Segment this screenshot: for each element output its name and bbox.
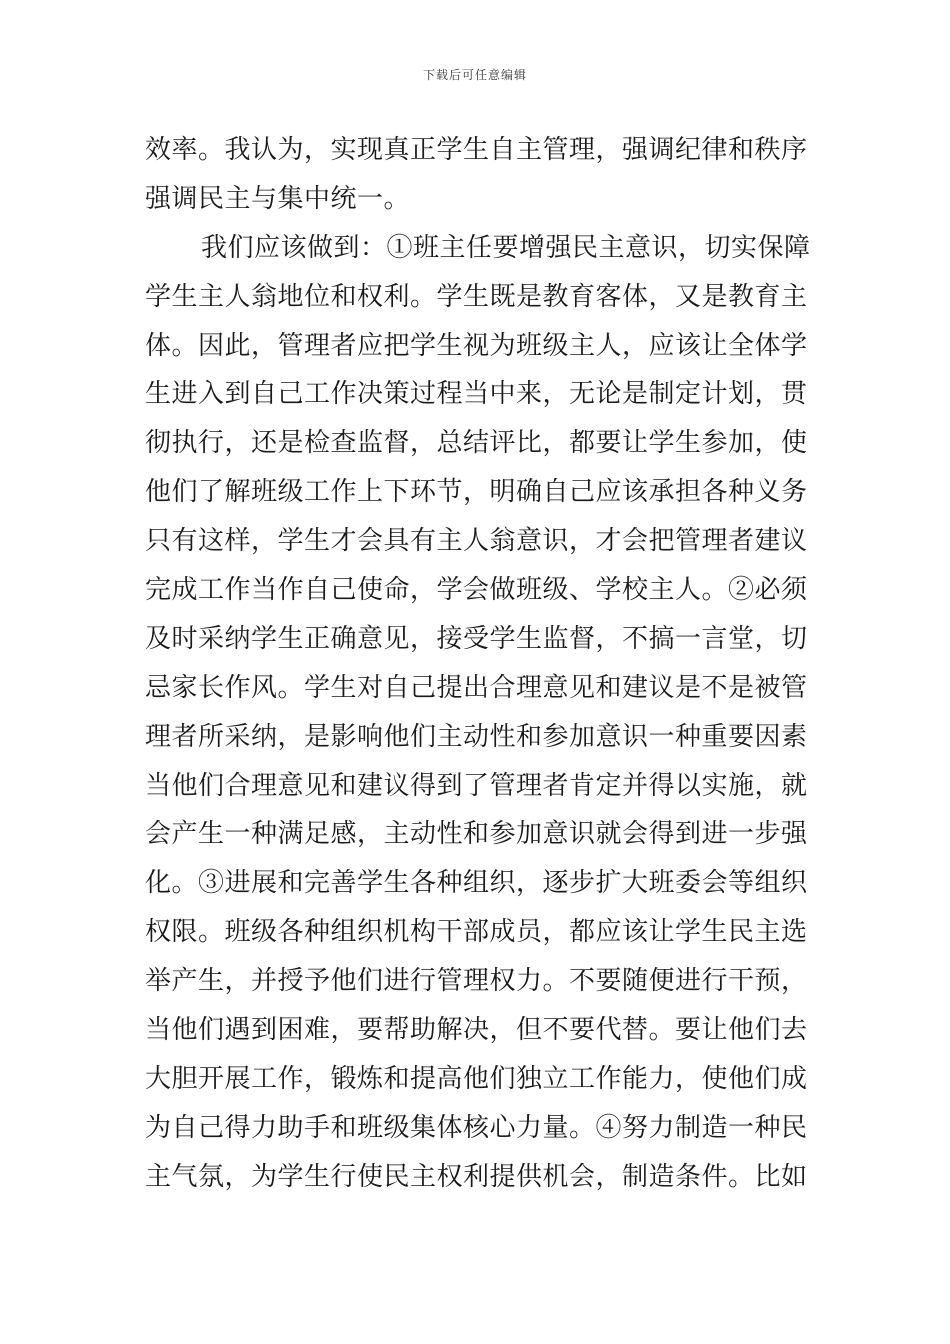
text-line: 主气氛，为学生行使民主权利提供机会，制造条件。比如 [145, 1161, 808, 1192]
text-line: 化。③进展和完善学生各种组织，逐步扩大班委会等组织 [145, 868, 808, 899]
text-line: 忌家长作风。学生对自己提出合理意见和建议是不是被管 [145, 672, 808, 703]
text-line: 完成工作当作自己使命，学会做班级、学校主人。②必须 [145, 575, 808, 606]
text-line: 为自己得力助手和班级集体核心力量。④努力制造一种民 [145, 1112, 808, 1143]
text-line: 他们了解班级工作上下环节，明确自己应该承担各种义务 [145, 477, 808, 508]
text-line: 当他们合理意见和建议得到了管理者肯定并得以实施，就 [145, 770, 808, 801]
text-line: 生进入到自己工作决策过程当中来，无论是制定计划，贯 [145, 379, 808, 410]
text-line: 效率。我认为，实现真正学生自主管理，强调纪律和秩序 [145, 135, 808, 165]
text-line: 会产生一种满足感，主动性和参加意识就会得到进一步强 [145, 819, 808, 850]
text-line: 学生主人翁地位和权利。学生既是教育客体，又是教育主 [145, 281, 808, 312]
page-header: 下载后可任意编辑 [422, 68, 527, 82]
text-line: 强调民主与集中统一。 [145, 183, 411, 214]
paragraph-first-line: 我们应该做到：①班主任要增强民主意识，切实保障 [201, 232, 811, 263]
text-line: 理者所采纳，是影响他们主动性和参加意识一种重要因素 [145, 721, 808, 752]
text-line: 举产生，并授予他们进行管理权力。不要随便进行干预， [145, 966, 808, 997]
text-line: 体。因此，管理者应把学生视为班级主人，应该让全体学 [145, 330, 808, 361]
text-line: 权限。班级各种组织机构干部成员，都应该让学生民主选 [145, 917, 808, 948]
text-line: 及时采纳学生正确意见，接受学生监督，不搞一言堂，切 [145, 623, 808, 654]
body-text [145, 126, 815, 1202]
text-line: 只有这样，学生才会具有主人翁意识，才会把管理者建议 [145, 526, 808, 557]
text-line: 当他们遇到困难，要帮助解决，但不要代替。要让他们去 [145, 1015, 808, 1046]
text-line: 大胆开展工作，锻炼和提高他们独立工作能力，使他们成 [145, 1063, 808, 1094]
text-line: 彻执行，还是检查监督，总结评比，都要让学生参加，使 [145, 428, 808, 459]
